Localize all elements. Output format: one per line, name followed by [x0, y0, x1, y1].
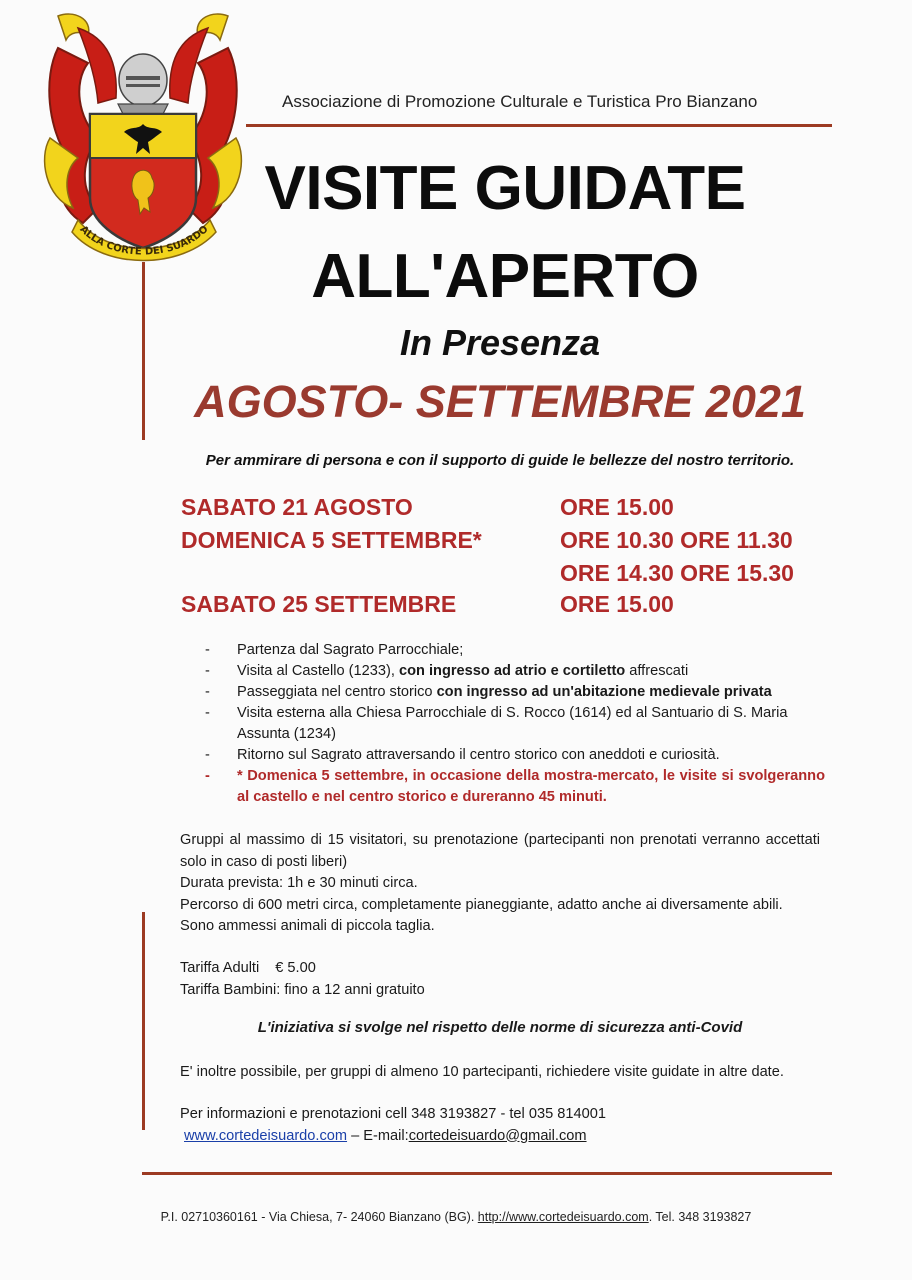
- left-rule-bottom: [142, 912, 145, 1130]
- list-item: - Ritorno sul Sagrato attraversando il centro storico con aneddoti e curiosità.: [205, 745, 825, 766]
- groups-note: E' inoltre possibile, per gruppi di almeno 10 partecipanti, richiedere visite guidate in altre date.: [180, 1064, 784, 1080]
- route-info: Percorso di 600 metri circa, completamente pianeggiante, adatto anche ai diversamente abili.: [180, 896, 783, 913]
- price-children: Tariffa Bambini: fino a 12 anni gratuito: [180, 981, 425, 998]
- price-adults: Tariffa Adulti € 5.00: [180, 960, 316, 976]
- footer-url-link[interactable]: http://www.cortedeisuardo.com: [477, 1210, 649, 1224]
- schedule-date: SABATO 25 SETTEMBRE: [181, 591, 457, 617]
- organization-name: Associazione di Promozione Culturale e Turistica Pro Bianzano: [282, 92, 758, 111]
- groups-info: Gruppi al massimo di 15 visitatori, su prenotazione (partecipanti non prenotati verranno accettati solo in caso di posti liberi): [180, 832, 820, 870]
- details-block: [180, 830, 820, 938]
- subtitle: In Presenza: [399, 322, 601, 363]
- top-rule: [246, 124, 832, 127]
- contact-info: Per informazioni e prenotazioni cell 348 3193827 - tel 035 814001: [180, 1106, 606, 1122]
- list-item: - Visita esterna alla Chiesa Parrocchiale di S. Rocco (1614) ed al Santuario di S. Maria Assunta (1234): [205, 703, 825, 745]
- website-link[interactable]: www.cortedeisuardo.com: [184, 1127, 348, 1144]
- footer: P.I. 02710360161 - Via Chiesa, 7- 24060 Bianzano (BG). http://www.cortedeisuardo.com. Tel. 348 3193827: [160, 1210, 752, 1224]
- schedule-times: ORE 15.00: [560, 494, 674, 520]
- coat-of-arms-logo: [38, 8, 248, 268]
- email-link[interactable]: cortedeisuardo@gmail.com: [408, 1127, 587, 1144]
- list-item: - Visita al Castello (1233), con ingresso ad atrio e cortiletto affrescati: [205, 661, 825, 682]
- bottom-rule: [142, 1172, 832, 1175]
- crest-motto: ALLA CORTE DEI SUARDO: [77, 223, 211, 258]
- left-rule-top: [142, 262, 145, 440]
- schedule-times: ORE 10.30 ORE 11.30: [560, 527, 793, 553]
- animals-info: Sono ammessi animali di piccola taglia.: [180, 918, 435, 934]
- list-item: - * Domenica 5 settembre, in occasione della mostra-mercato, le visite si svolgeranno al castello e nel centro storico e dureranno 45 minuti.: [205, 766, 825, 808]
- itinerary-list: [205, 640, 825, 808]
- list-item: - Partenza dal Sagrato Parrocchiale;: [205, 640, 825, 661]
- prices-block: [180, 958, 820, 1001]
- title-line-2: ALL'APERTO: [311, 242, 699, 311]
- tagline: Per ammirare di persona e con il supporto di guide le bellezze del nostro territorio.: [205, 452, 795, 469]
- covid-note: L'iniziativa si svolge nel rispetto delle norme di sicurezza anti-Covid: [257, 1019, 743, 1036]
- schedule-date: DOMENICA 5 SETTEMBRE*: [181, 527, 482, 553]
- event-period: AGOSTO- SETTEMBRE 2021: [194, 376, 806, 427]
- title-line-1: VISITE GUIDATE: [264, 154, 746, 223]
- schedule-times: ORE 15.00: [560, 591, 674, 617]
- schedule-date: SABATO 21 AGOSTO: [181, 494, 413, 520]
- duration-info: Durata prevista: 1h e 30 minuti circa.: [180, 875, 418, 891]
- list-item: - Passeggiata nel centro storico con ingresso ad un'abitazione medievale privata: [205, 682, 825, 703]
- contacts-block: Per informazioni e prenotazioni cell 348 3193827 - tel 035 814001 www.cortedeisuardo.com – E-mail:cortedeisuardo@gmail.com: [180, 1104, 820, 1147]
- schedule-times: ORE 14.30 ORE 15.30: [560, 560, 794, 586]
